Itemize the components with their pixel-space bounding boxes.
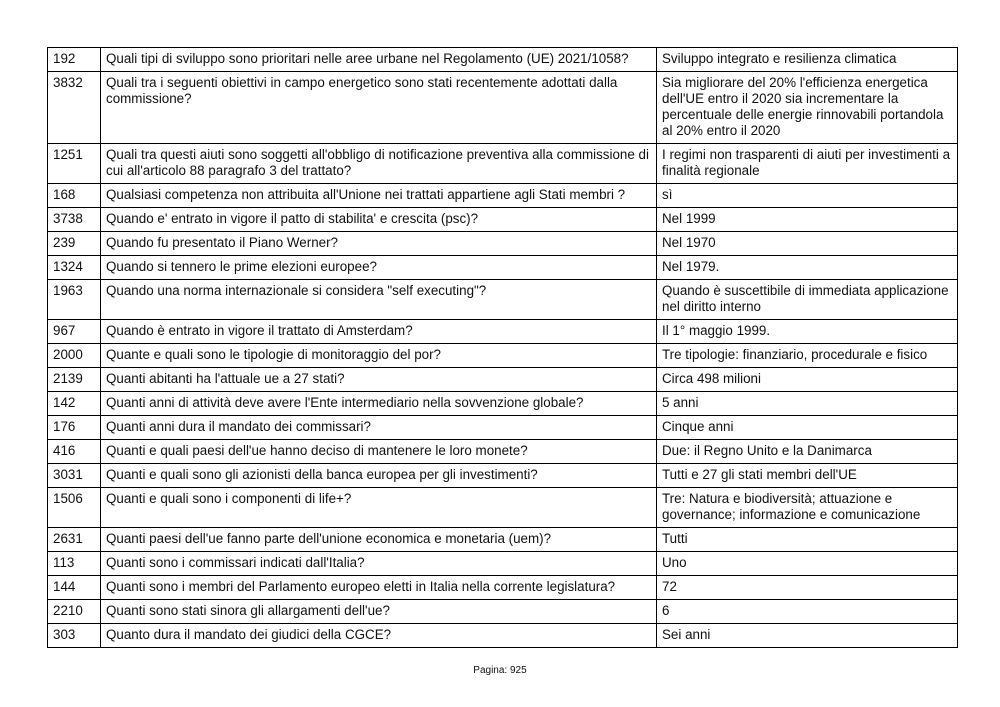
row-question: Quanti sono i commissari indicati dall'Italia? [101,552,657,576]
row-id: 1251 [48,144,101,184]
row-id: 2210 [48,600,101,624]
row-answer: Nel 1979. [657,256,958,280]
table-row [48,464,958,488]
row-answer: 72 [657,576,958,600]
row-answer: Sei anni [657,624,958,648]
row-id: 1324 [48,256,101,280]
row-id: 168 [48,184,101,208]
table-row [48,48,958,72]
row-answer: Uno [657,552,958,576]
table-row [48,440,958,464]
row-answer: Tutti [657,528,958,552]
row-question: Quanti abitanti ha l'attuale ue a 27 stati? [101,368,657,392]
table-row [48,144,958,184]
row-id: 144 [48,576,101,600]
table-row [48,488,958,528]
row-id: 1963 [48,280,101,320]
row-question: Quali tra i seguenti obiettivi in campo energetico sono stati recentemente adottati dalla commissione? [101,72,657,144]
table-row [48,256,958,280]
row-question: Quanti e quali sono gli azionisti della banca europea per gli investimenti? [101,464,657,488]
row-answer: Due: il Regno Unito e la Danimarca [657,440,958,464]
row-id: 303 [48,624,101,648]
row-question: Quanti e quali sono i componenti di life+? [101,488,657,528]
row-answer: Quando è suscettibile di immediata applicazione nel diritto interno [657,280,958,320]
row-question: Quando una norma internazionale si considera "self executing"? [101,280,657,320]
row-question: Quante e quali sono le tipologie di monitoraggio del por? [101,344,657,368]
row-question: Quali tipi di sviluppo sono prioritari nelle aree urbane nel Regolamento (UE) 2021/1058? [101,48,657,72]
row-question: Quanto dura il mandato dei giudici della CGCE? [101,624,657,648]
row-id: 192 [48,48,101,72]
table-row [48,344,958,368]
row-answer: Il 1° maggio 1999. [657,320,958,344]
table-row [48,72,958,144]
row-question: Quali tra questi aiuti sono soggetti all'obbligo di notificazione preventiva alla commissione di cui all'articolo 88 paragrafo 3 del trattato? [101,144,657,184]
row-id: 113 [48,552,101,576]
row-answer: Sviluppo integrato e resilienza climatica [657,48,958,72]
table-row [48,392,958,416]
row-answer: Tre tipologie: finanziario, procedurale e fisico [657,344,958,368]
table-row [48,184,958,208]
table-row [48,576,958,600]
table-row [48,600,958,624]
page-number: Pagina: 925 [473,665,527,676]
row-answer: Tutti e 27 gli stati membri dell'UE [657,464,958,488]
row-id: 142 [48,392,101,416]
row-question: Quando si tennero le prime elezioni europee? [101,256,657,280]
table-row [48,280,958,320]
row-question: Quando e' entrato in vigore il patto di stabilita' e crescita (psc)? [101,208,657,232]
row-id: 3738 [48,208,101,232]
row-id: 3832 [48,72,101,144]
row-answer: Sia migliorare del 20% l'efficienza energetica dell'UE entro il 2020 sia incrementare la percentuale delle energie rinnovabili portandola al 20% entro il 2020 [657,72,958,144]
row-question: Quanti anni di attività deve avere l'Ente intermediario nella sovvenzione globale? [101,392,657,416]
row-id: 416 [48,440,101,464]
row-id: 3031 [48,464,101,488]
table-row [48,232,958,256]
table-row [48,416,958,440]
row-id: 239 [48,232,101,256]
table-row [48,320,958,344]
row-question: Quanti e quali paesi dell'ue hanno deciso di mantenere le loro monete? [101,440,657,464]
row-id: 2000 [48,344,101,368]
row-id: 1506 [48,488,101,528]
row-question: Quando è entrato in vigore il trattato di Amsterdam? [101,320,657,344]
row-id: 2139 [48,368,101,392]
row-answer: I regimi non trasparenti di aiuti per investimenti a finalità regionale [657,144,958,184]
row-question: Qualsiasi competenza non attribuita all'Unione nei trattati appartiene agli Stati membri ? [101,184,657,208]
row-question: Quando fu presentato il Piano Werner? [101,232,657,256]
table-row [48,624,958,648]
row-answer: Tre: Natura e biodiversità; attuazione e governance; informazione e comunicazione [657,488,958,528]
row-question: Quanti paesi dell'ue fanno parte dell'unione economica e monetaria (uem)? [101,528,657,552]
row-question: Quanti sono i membri del Parlamento europeo eletti in Italia nella corrente legislatura? [101,576,657,600]
row-answer: sì [657,184,958,208]
row-answer: Nel 1999 [657,208,958,232]
row-answer: Circa 498 milioni [657,368,958,392]
row-id: 176 [48,416,101,440]
row-answer: Cinque anni [657,416,958,440]
qa-table-body [48,48,958,648]
row-question: Quanti anni dura il mandato dei commissari? [101,416,657,440]
row-answer: 5 anni [657,392,958,416]
row-id: 967 [48,320,101,344]
qa-table [47,47,958,648]
table-row [48,208,958,232]
table-row [48,552,958,576]
row-answer: Nel 1970 [657,232,958,256]
row-answer: 6 [657,600,958,624]
table-row [48,368,958,392]
table-row [48,528,958,552]
row-question: Quanti sono stati sinora gli allargamenti dell'ue? [101,600,657,624]
row-id: 2631 [48,528,101,552]
